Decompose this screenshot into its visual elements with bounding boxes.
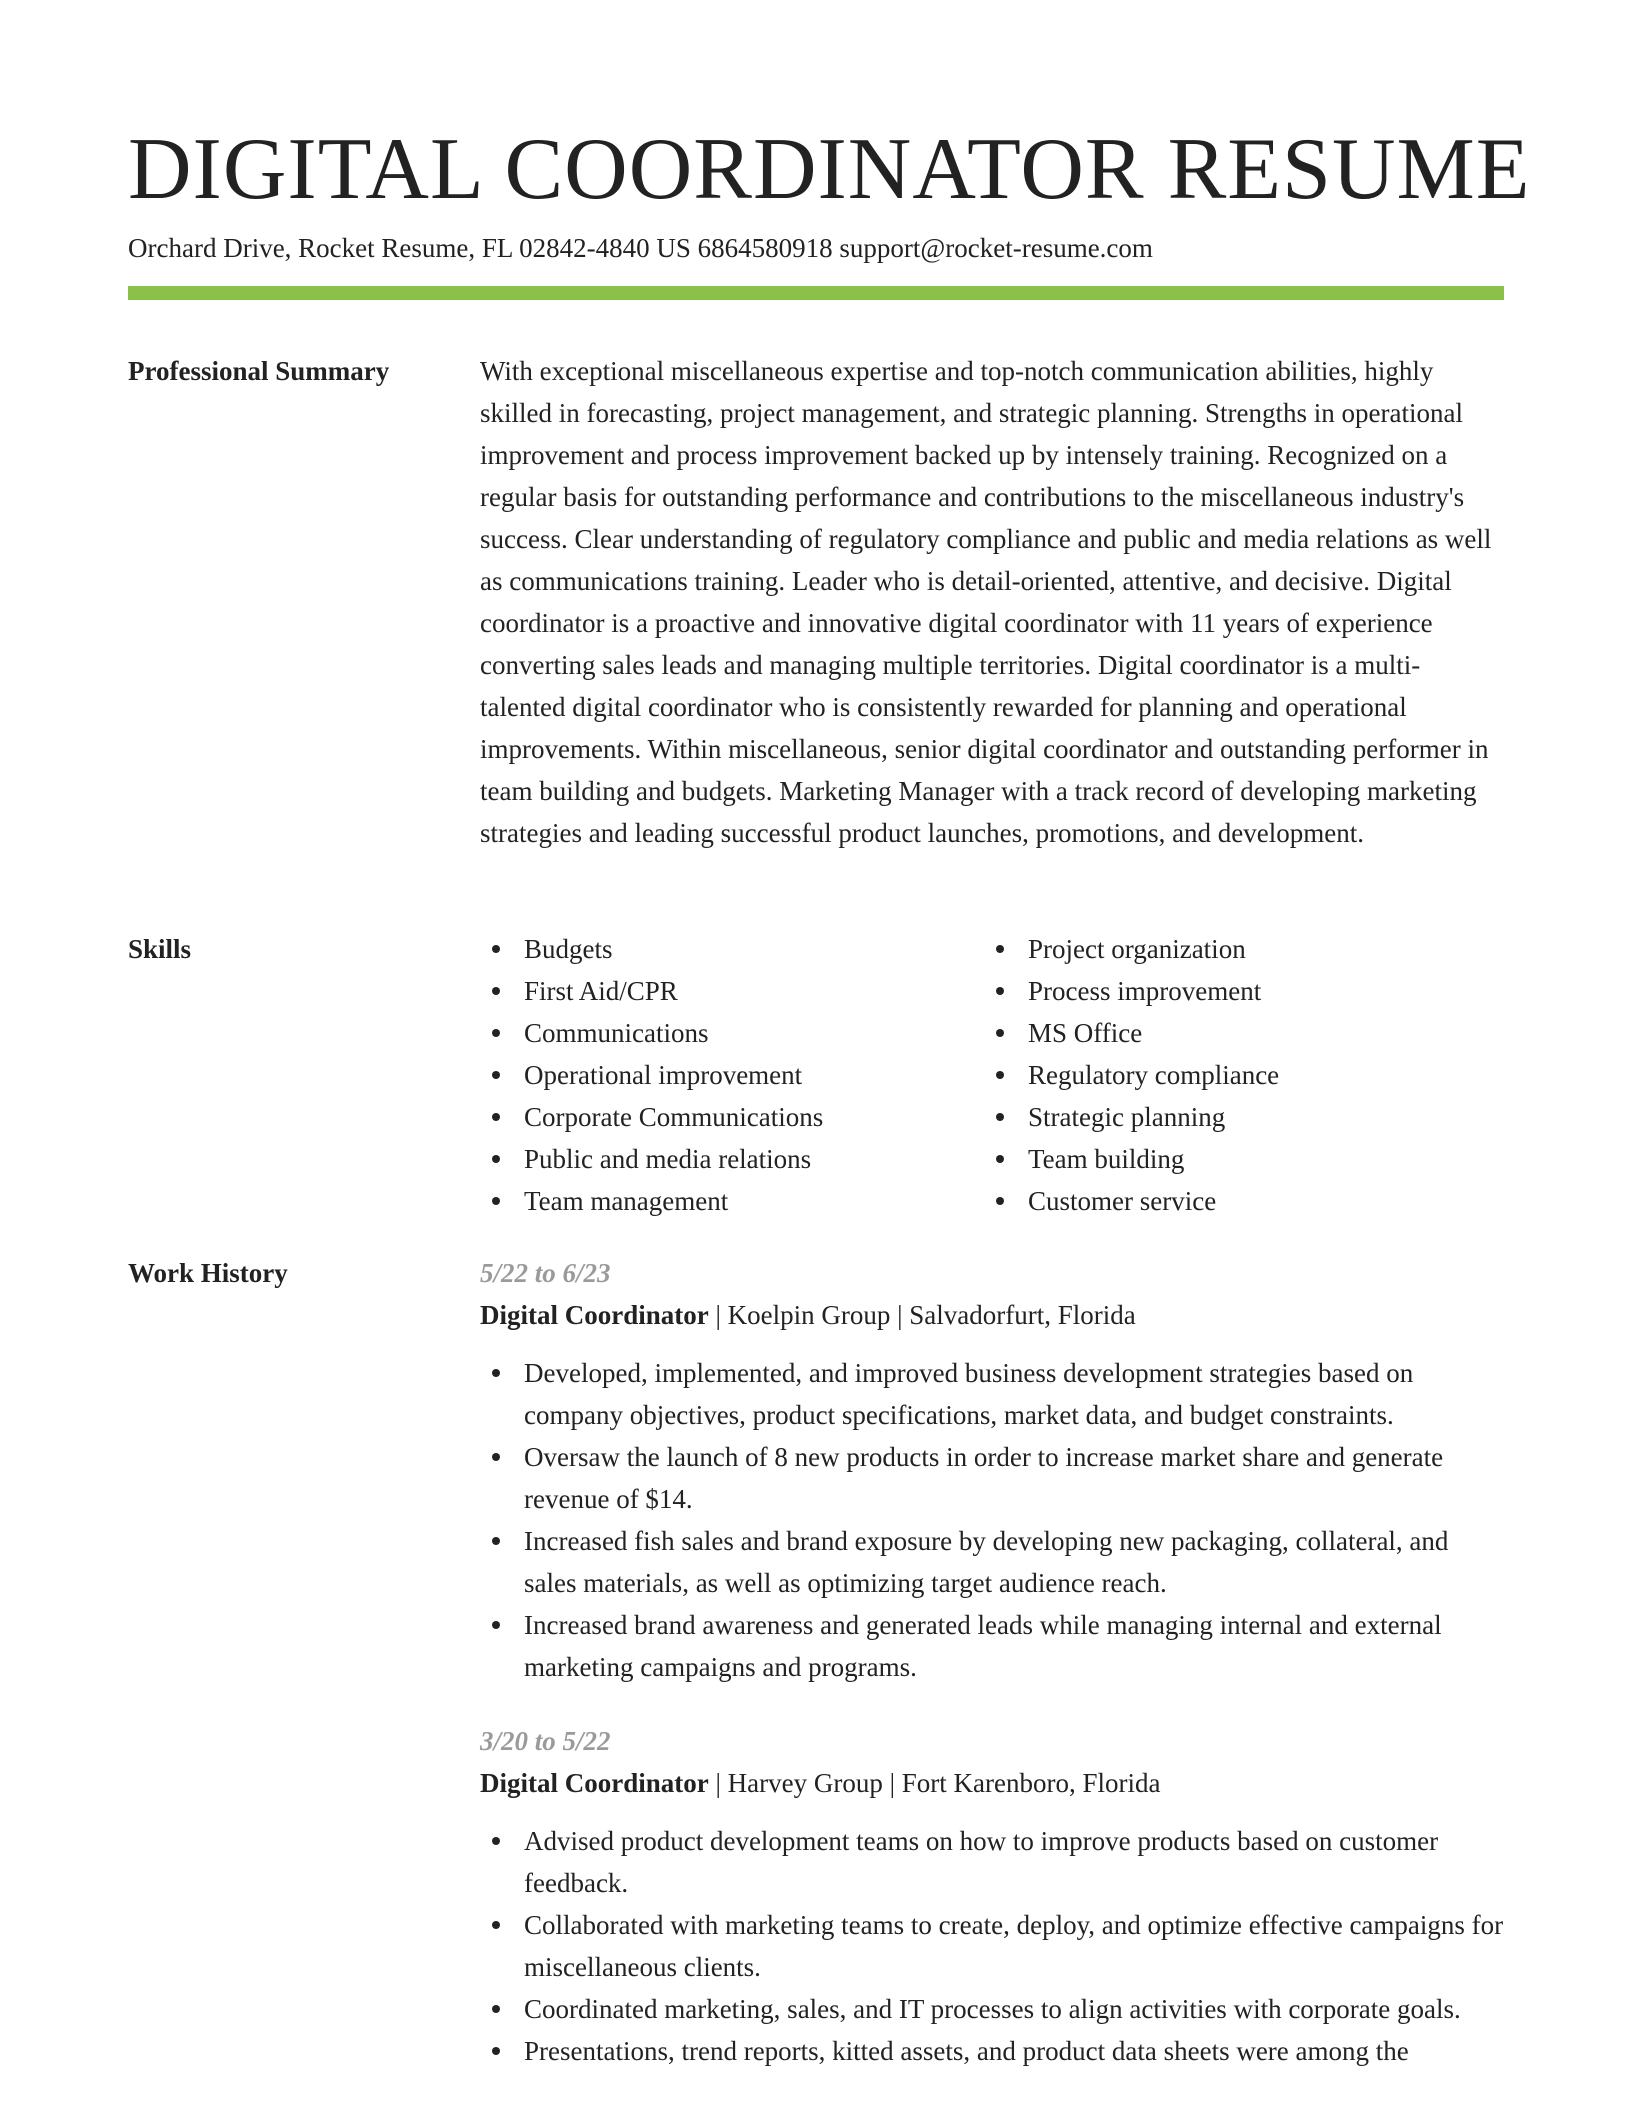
job-dates: 5/22 to 6/23 (480, 1258, 611, 1288)
skill-item: Process improvement (984, 970, 1484, 1012)
skill-item: Team management (480, 1180, 960, 1222)
job-bullets (480, 1820, 1504, 2072)
job-company-location: | Harvey Group | Fort Karenboro, Florida (708, 1768, 1161, 1798)
job-title: Digital Coordinator (480, 1768, 709, 1798)
job-bullet: Oversaw the launch of 8 new products in order to increase market share and generate revenue of $14. (480, 1436, 1504, 1520)
job-bullet: Advised product development teams on how to improve products based on customer feedback. (480, 1820, 1504, 1904)
job-dates: 3/20 to 5/22 (480, 1726, 611, 1756)
job-bullets (480, 1352, 1504, 1688)
job-bullet: Increased brand awareness and generated leads while managing internal and external marketing campaigns and programs. (480, 1604, 1504, 1688)
job-bullet: Coordinated marketing, sales, and IT processes to align activities with corporate goals. (480, 1988, 1504, 2030)
skill-item: First Aid/CPR (480, 970, 960, 1012)
job-bullet: Presentations, trend reports, kitted assets, and product data sheets were among the (480, 2030, 1504, 2072)
job-bullet: Developed, implemented, and improved business development strategies based on company objectives, product specifications, market data, and budget constraints. (480, 1352, 1504, 1436)
skill-item: Operational improvement (480, 1054, 960, 1096)
skill-item: Regulatory compliance (984, 1054, 1484, 1096)
job-entry (480, 1252, 1504, 1688)
job-entry (480, 1720, 1504, 2072)
contact-line: Orchard Drive, Rocket Resume, FL 02842-4840 US 6864580918 support@rocket-resume.com (128, 233, 1153, 263)
summary-heading: Professional Summary (128, 356, 390, 386)
skill-item: Team building (984, 1138, 1484, 1180)
summary-text: With exceptional miscellaneous expertise and top-notch communication abilities, highly skilled in forecasting, project management, and strategic planning. Strengths in operational improvement and process improvement backed up by intensely training. Recognized on a regular basis for outstanding performance and contributions to the miscellaneous industry's success. Clear understanding of regulatory compliance and public and media relations as well as communications training. Leader who is detail-oriented, attentive, and decisive. Digital coordinator is a proactive and innovative digital coordinator with 11 years of experience converting sales leads and managing multiple territories. Digital coordinator is a multi-talented digital coordinator who is consistently rewarded for planning and operational improvements. Within miscellaneous, senior digital coordinator and outstanding performer in team building and budgets. Marketing Manager with a track record of developing marketing strategies and leading successful product launches, promotions, and development. (480, 356, 1492, 848)
job-bullet: Collaborated with marketing teams to create, deploy, and optimize effective campaigns for miscellaneous clients. (480, 1904, 1504, 1988)
skill-item: Budgets (480, 928, 960, 970)
work-history-heading: Work History (128, 1258, 288, 1288)
job-company-location: | Koelpin Group | Salvadorfurt, Florida (708, 1300, 1136, 1330)
skills-list-right (984, 928, 1484, 1222)
skill-item: Public and media relations (480, 1138, 960, 1180)
skill-item: MS Office (984, 1012, 1484, 1054)
skill-item: Corporate Communications (480, 1096, 960, 1138)
job-heading (480, 1294, 1504, 1336)
skill-item: Project organization (984, 928, 1484, 970)
skill-item: Customer service (984, 1180, 1484, 1222)
header-divider (128, 286, 1504, 300)
skill-item: Strategic planning (984, 1096, 1484, 1138)
skills-heading: Skills (128, 934, 192, 964)
job-bullet: Increased fish sales and brand exposure by developing new packaging, collateral, and sales materials, as well as optimizing target audience reach. (480, 1520, 1504, 1604)
skill-item: Communications (480, 1012, 960, 1054)
job-title: Digital Coordinator (480, 1300, 709, 1330)
resume-title: DIGITAL COORDINATOR RESUME (128, 121, 1531, 218)
job-heading (480, 1762, 1504, 1804)
skills-list-left (480, 928, 960, 1222)
